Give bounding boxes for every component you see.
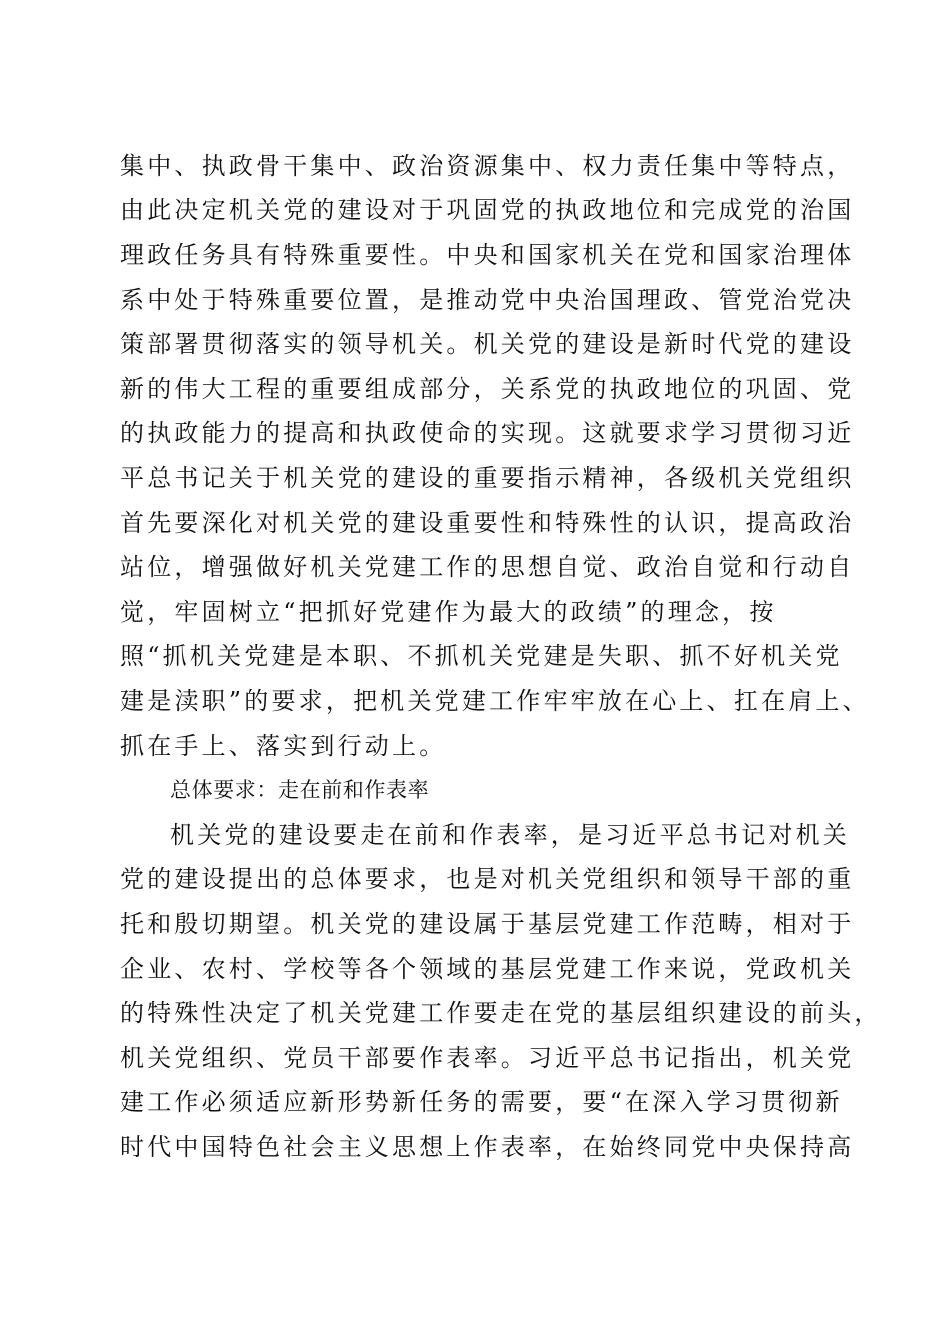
text-line: 集中、执政骨干集中、政治资源集中、权力责任集中等特点， (120, 152, 855, 180)
text-line: 由此决定机关党的建设对于巩固党的执政地位和完成党的治国 (120, 196, 855, 224)
text-line: 站位，增强做好机关党建工作的思想自觉、政治自觉和行动自 (120, 553, 855, 581)
text-line: 的执政能力的提高和执政使命的实现。这就要求学习贯彻习近 (120, 419, 855, 447)
text-line: 建是渎职”的要求，把机关党建工作牢牢放在心上、扛在肩上、 (120, 687, 870, 715)
section-heading: 总体要求：走在前和作表率 (170, 778, 430, 802)
text-line: 策部署贯彻落实的领导机关。机关党的建设是新时代党的建设 (120, 330, 855, 358)
text-line: 的特殊性决定了机关党建工作要走在党的基层组织建设的前头， (120, 999, 882, 1027)
text-line: 机关党组织、党员干部要作表率。习近平总书记指出，机关党 (120, 1044, 855, 1072)
text-line: 系中处于特殊重要位置，是推动党中央治国理政、管党治党决 (120, 286, 855, 314)
text-line: 托和殷切期望。机关党的建设属于基层党建工作范畴，相对于 (120, 910, 855, 938)
text-line: 首先要深化对机关党的建设重要性和特殊性的认识，提高政治 (120, 509, 855, 537)
text-line: 党的建设提出的总体要求，也是对机关党组织和领导干部的重 (120, 865, 855, 893)
text-line: 平总书记关于机关党的建设的重要指示精神，各级机关党组织 (120, 464, 855, 492)
text-line: 企业、农村、学校等各个领域的基层党建工作来说，党政机关 (120, 955, 855, 983)
text-line: 觉，牢固树立“把抓好党建作为最大的政绩”的理念，按 (120, 598, 777, 626)
text-line: 新的伟大工程的重要组成部分，关系党的执政地位的巩固、党 (120, 375, 855, 403)
paragraph-first-line: 机关党的建设要走在前和作表率，是习近平总书记对机关 (170, 821, 850, 849)
text-line: 照“抓机关党建是本职、不抓机关党建是失职、抓不好机关党 (120, 642, 843, 670)
text-line: 抓在手上、落实到行动上。 (120, 732, 447, 760)
text-line: 理政任务具有特殊重要性。中央和国家机关在党和国家治理体 (120, 241, 855, 269)
text-line: 建工作必须适应新形势新任务的需要，要“在深入学习贯彻新 (120, 1088, 843, 1116)
text-line: 时代中国特色社会主义思想上作表率，在始终同党中央保持高 (120, 1133, 855, 1161)
